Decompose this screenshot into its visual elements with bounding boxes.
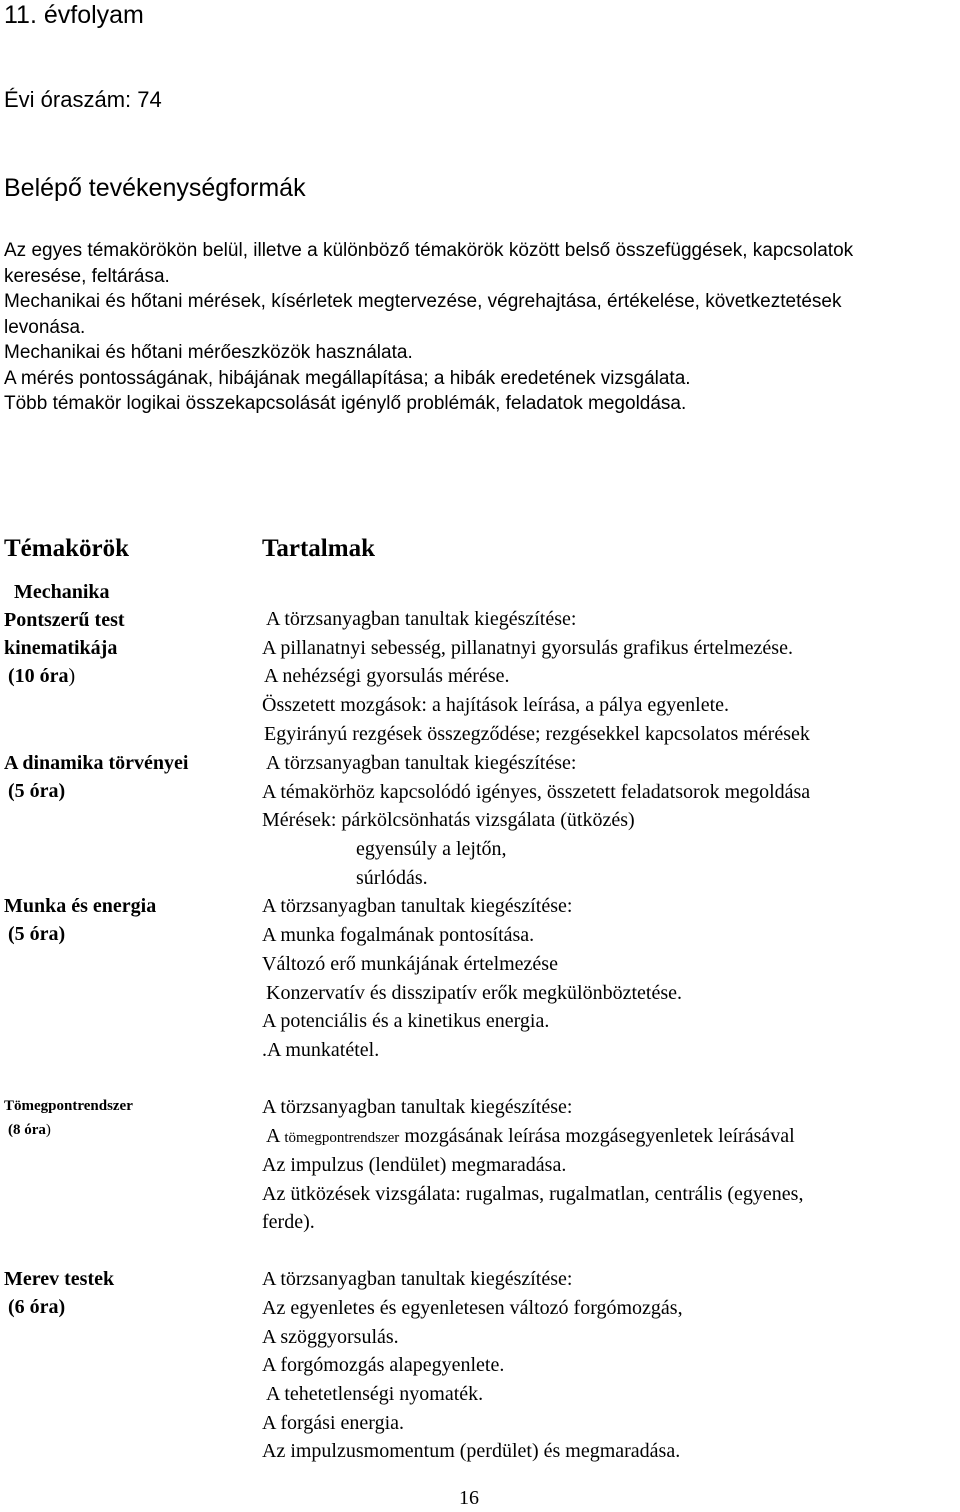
content-line: ferde).: [262, 1211, 315, 1233]
content-line: A potenciális és a kinetikus energia.: [262, 1010, 550, 1032]
topic-rigid-bodies-hours: (6 óra): [8, 1296, 66, 1318]
topic-mass-system-hours: (8 óra): [8, 1122, 51, 1138]
content-line: Konzervatív és disszipatív erők megkülönböztetése.: [266, 982, 682, 1004]
content-line: A törzsanyagban tanultak kiegészítése:: [262, 895, 573, 917]
content-line: Az impulzusmomentum (perdület) és megmaradása.: [262, 1440, 681, 1462]
content-line: A törzsanyagban tanultak kiegészítése:: [262, 1096, 573, 1118]
content-line: Változó erő munkájának értelmezése: [262, 953, 558, 975]
intro-line: Mechanikai és hőtani mérőeszközök használata.: [4, 342, 413, 363]
content-line: Összetett mozgások: a hajítások leírása, a pálya egyenlete.: [262, 694, 730, 716]
topic-dynamics-label: A dinamika törvényei: [4, 752, 189, 774]
intro-line: Több témakör logikai összekapcsolását igénylő problémák, feladatok megoldása.: [4, 393, 687, 414]
topic-kinematics-label: kinematikája: [4, 637, 118, 659]
content-line: .A munkatétel.: [262, 1039, 380, 1061]
content-line: A forgómozgás alapegyenlete.: [262, 1354, 505, 1376]
content-line: Mérések: párkölcsönhatás vizsgálata (ütközés): [262, 809, 635, 831]
content-line: A szöggyorsulás.: [262, 1326, 399, 1348]
content-line: A munka fogalmának pontosítása.: [262, 924, 535, 946]
entry-activities-heading: Belépő tevékenységformák: [4, 174, 306, 202]
content-line: A nehézségi gyorsulás mérése.: [264, 665, 510, 687]
content-line: egyensúly a lejtőn,: [356, 838, 507, 860]
intro-line: Mechanikai és hőtani mérések, kísérletek megtervezése, végrehajtása, értékelése, következtetések: [4, 291, 842, 312]
intro-line: keresése, feltárása.: [4, 265, 170, 287]
topic-work-energy-hours: (5 óra): [8, 923, 66, 945]
topic-rigid-bodies-label: Merev testek: [4, 1268, 115, 1290]
topic-mass-system-label: Tömegpontrendszer: [4, 1098, 133, 1114]
content-line: A tehetetlenségi nyomaték.: [266, 1383, 484, 1405]
content-line: Az egyenletes és egyenletesen változó forgómozgás,: [262, 1297, 683, 1319]
topic-mechanics-label: Mechanika: [14, 581, 110, 603]
intro-line: Az egyes témakörökön belül, illetve a különböző témakörök között belső összefüggések, kapcsolatok: [4, 240, 854, 261]
page-number: 16: [459, 1487, 479, 1509]
contents-column-header: Tartalmak: [262, 535, 375, 562]
content-line: A témakörhöz kapcsolódó igényes, összetett feladatsorok megoldása: [262, 781, 811, 803]
intro-paragraph: [4, 238, 853, 417]
intro-line: A mérés pontosságának, hibájának megállapítása; a hibák eredetének vizsgálata.: [4, 367, 691, 389]
topic-work-energy-label: Munka és energia: [4, 895, 157, 917]
intro-line: levonása.: [4, 316, 86, 338]
content-line: A forgási energia.: [262, 1412, 405, 1434]
content-line: A törzsanyagban tanultak kiegészítése:: [266, 752, 577, 774]
content-line: A tömegpontrendszer mozgásának leírása mozgásegyenletek leírásával: [266, 1125, 795, 1147]
content-line: súrlódás.: [356, 867, 428, 889]
topic-point-mass-label: Pontszerű test: [4, 609, 125, 631]
content-line: Az ütközések vizsgálata: rugalmas, rugalmatlan, centrális (egyenes,: [262, 1183, 804, 1205]
content-line: A törzsanyagban tanultak kiegészítése:: [262, 1268, 573, 1290]
topics-column-header: Témakörök: [4, 535, 129, 562]
topic-kinematics-hours: (10 óra): [8, 665, 76, 687]
grade-title: 11. évfolyam: [4, 1, 144, 29]
topic-dynamics-hours: (5 óra): [8, 780, 66, 802]
content-line: A pillanatnyi sebesség, pillanatnyi gyorsulás grafikus értelmezése.: [262, 637, 793, 659]
content-line: Az impulzus (lendület) megmaradása.: [262, 1154, 567, 1176]
content-line: A törzsanyagban tanultak kiegészítése:: [266, 608, 577, 630]
annual-hours: Évi óraszám: 74: [4, 87, 162, 112]
content-line: Egyirányú rezgések összegződése; rezgésekkel kapcsolatos mérések: [264, 723, 810, 745]
